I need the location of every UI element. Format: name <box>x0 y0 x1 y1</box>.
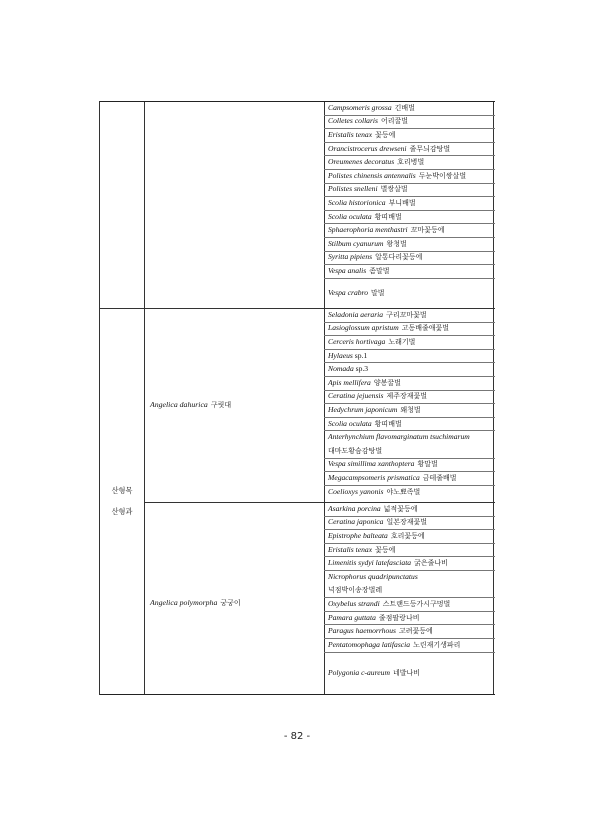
insect-kor-name: 알통다리꽃등에 <box>375 253 423 262</box>
insect-sci-name: Polistes snelleni <box>328 184 378 194</box>
insect-kor-name: 왕청벌 <box>386 239 407 248</box>
insect-kor-name: 말벌 <box>371 288 385 297</box>
insect-sci-name: Paragus haemorrhous <box>328 626 396 636</box>
insect-row <box>328 558 448 568</box>
insect-row <box>328 473 457 483</box>
insect-row <box>328 446 382 456</box>
insect-kor-name: 네발나비 <box>392 669 420 678</box>
insect-kor-name: 줄점팔랑나비 <box>378 613 420 622</box>
insect-row <box>328 130 395 140</box>
insect-row <box>328 459 438 469</box>
insect-kor-name: 별쌍살벌 <box>380 185 408 194</box>
insect-sci-name: Colletes collaris <box>328 116 378 126</box>
section-separator-plant2 <box>144 502 495 503</box>
insect-kor-name: 스트랜드등가시구멍벌 <box>382 600 451 608</box>
insect-extra: sp.1 <box>352 350 368 360</box>
insect-sci-name: Scolia historionica <box>328 198 386 207</box>
insect-sci-name: Pentatomophaga latifascia <box>328 639 411 649</box>
plant-angelica-polymorpha <box>150 598 241 608</box>
insect-row <box>328 378 401 388</box>
insect-row <box>328 572 418 582</box>
insect-row <box>328 613 419 623</box>
insect-kor-name: 황띠배벌 <box>374 212 402 221</box>
insect-kor-name: 두눈박이쌍살벌 <box>418 171 467 180</box>
insect-sci-name: Stilbum cyanurum <box>328 238 384 248</box>
insect-kor-name: 왜청벌 <box>400 406 421 414</box>
table-top-border <box>100 101 495 102</box>
insect-kor-name: 부니배벌 <box>388 199 416 207</box>
insect-sci-name: Hedychrum japonicum <box>328 405 398 414</box>
insect-kor-name: 어리꿀벌 <box>381 117 409 126</box>
insect-sci-name: Eristalis tenax <box>328 130 373 139</box>
insect-kor-name: 양봉꿀벌 <box>373 378 401 387</box>
insect-row <box>328 432 470 442</box>
insect-row <box>328 585 382 595</box>
insect-row <box>328 103 415 113</box>
insect-kor-name: 호리병벌 <box>397 158 425 167</box>
insect-kor-name: 좀말벌 <box>369 267 390 275</box>
insect-kor-name: 노린재기생파리 <box>413 640 461 649</box>
insect-kor-name: 일본장재꽃벌 <box>386 518 428 527</box>
insect-sci-name: Epistrophe balteata <box>328 531 388 540</box>
plant-sci-name: Angelica dahurica <box>150 400 208 409</box>
insect-row <box>328 487 420 497</box>
insect-sci-name: Asarkina porcina <box>328 503 381 513</box>
insect-sci-name: Campsomeris grossa <box>328 102 392 112</box>
row-divider <box>324 278 495 279</box>
insect-row <box>328 212 402 222</box>
insect-row <box>328 599 450 609</box>
insect-sci-name: Anterhynchium flavomarginatum tsuchimarum <box>328 432 470 442</box>
insect-row <box>328 640 460 650</box>
insect-sci-name: Megacampsomeris prismatica <box>328 473 420 482</box>
insect-sci-name: Scolia oculata <box>328 418 372 428</box>
insect-plant-table <box>99 101 494 695</box>
insect-row <box>328 531 425 541</box>
insect-sci-name: Lasioglossum apristum <box>328 323 399 333</box>
insect-kor-name: 황말벌 <box>417 460 438 469</box>
insect-sci-name: Eristalis tenax <box>328 544 373 554</box>
insect-kor-name: 노래기벌 <box>388 338 416 346</box>
insect-row <box>328 144 450 154</box>
order-label: 산형목 <box>111 486 133 495</box>
insect-kor-name: 꼬마꽃등에 <box>410 226 445 235</box>
insect-sci-name: Seladonia aeraria <box>328 309 384 319</box>
insect-row <box>328 545 395 555</box>
insect-sci-name: Scolia oculata <box>328 211 372 221</box>
insect-sci-name: Syritta pipiens <box>328 252 373 262</box>
insect-sci-name: Pamara guttata <box>328 612 376 622</box>
insect-kor-name: 긴배벌 <box>394 103 415 112</box>
insect-row <box>328 184 408 194</box>
insect-row <box>328 288 385 298</box>
insect-row <box>328 157 424 167</box>
insect-sci-name: Polygonia c-aureum <box>328 668 390 678</box>
insect-sci-name: Apis mellifera <box>328 377 371 387</box>
insect-kor-name: 꽃등에 <box>375 545 396 554</box>
insect-extra: sp.3 <box>353 364 369 374</box>
insect-row <box>328 225 444 235</box>
insect-row <box>328 351 367 361</box>
insect-sci-name: Nomada <box>328 364 354 374</box>
insect-kor-name: 금테줄배벌 <box>422 474 457 482</box>
column-divider-1 <box>144 101 145 695</box>
insect-row <box>328 323 449 333</box>
insect-kor-name: 줄무늬감탕벌 <box>409 144 451 153</box>
insect-row <box>328 252 422 262</box>
insect-sci-name: Polistes chinensis antennalis <box>328 170 416 180</box>
section-separator-top <box>100 308 495 309</box>
insect-row <box>328 337 415 347</box>
insect-kor-name: 대마도황슴감탕벌 <box>328 446 383 455</box>
insect-row <box>328 239 407 249</box>
insect-kor-name: 구리꼬마꽃벌 <box>386 310 427 319</box>
insect-row <box>328 504 417 514</box>
page-number: - 82 - <box>283 731 311 742</box>
insect-sci-name: Hylaeus <box>328 350 353 360</box>
insect-row <box>328 668 420 678</box>
insect-row <box>328 116 408 126</box>
insect-row <box>328 405 421 415</box>
insect-kor-name: 호리꽃등에 <box>390 532 425 540</box>
insect-sci-name: Ceratina japonica <box>328 517 384 527</box>
insect-sci-name: Oreumenes decoratus <box>328 157 395 167</box>
insect-kor-name: 제주장재꽃벌 <box>386 392 428 401</box>
insect-row <box>328 198 416 208</box>
insect-kor-name: 야노뾰족벌 <box>386 487 421 496</box>
insect-sci-name: Vespa analis <box>328 266 367 275</box>
insect-sci-name: Cerceris hortivaga <box>328 337 386 346</box>
insect-sci-name: Orancistrocerus drewseni <box>328 143 407 153</box>
insect-sci-name: Ceratina jejuensis <box>328 391 384 401</box>
plant-sci-name: Angelica polymorpha <box>150 598 218 607</box>
plant-kor-name: 구릿대 <box>210 401 232 409</box>
insect-row <box>328 626 433 636</box>
insect-sci-name: Oxybelus strandi <box>328 599 380 608</box>
column-divider-2 <box>324 101 325 695</box>
insect-kor-name: 굵은줄나비 <box>414 559 448 568</box>
insect-row <box>328 310 427 320</box>
insect-row <box>328 517 427 527</box>
insect-kor-name: 고동배줄애꽃벌 <box>401 324 450 333</box>
family-label: 산형과 <box>111 507 133 516</box>
insect-kor-name: 넓적꽃등에 <box>383 504 418 513</box>
insect-sci-name: Limenitis sydyi latefasciata <box>328 558 412 568</box>
plant-kor-name: 궁궁이 <box>220 599 241 607</box>
insect-row <box>328 364 368 374</box>
insect-sci-name: Vespa simillima xanthoptera <box>328 459 415 469</box>
insect-row <box>328 266 389 276</box>
insect-sci-name: Sphaerophoria menthastri <box>328 225 408 235</box>
row-divider <box>324 652 495 653</box>
insect-sci-name: Vespa crabro <box>328 287 369 297</box>
insect-sci-name: Coelioxys yanonis <box>328 486 384 496</box>
plant-angelica-dahurica <box>150 400 231 410</box>
table-bottom-border <box>100 694 495 695</box>
insect-row <box>328 171 466 181</box>
insect-kor-name: 꽃등에 <box>375 131 396 139</box>
insect-kor-name: 고려꽃등에 <box>399 627 433 636</box>
insect-kor-name: 황띠배벌 <box>374 419 402 428</box>
insect-sci-name: Nicrophorus quadripunctatus <box>328 571 418 581</box>
insect-row <box>328 391 427 401</box>
insect-kor-name: 넉점박이송장벌레 <box>328 586 383 595</box>
insect-row <box>328 419 402 429</box>
